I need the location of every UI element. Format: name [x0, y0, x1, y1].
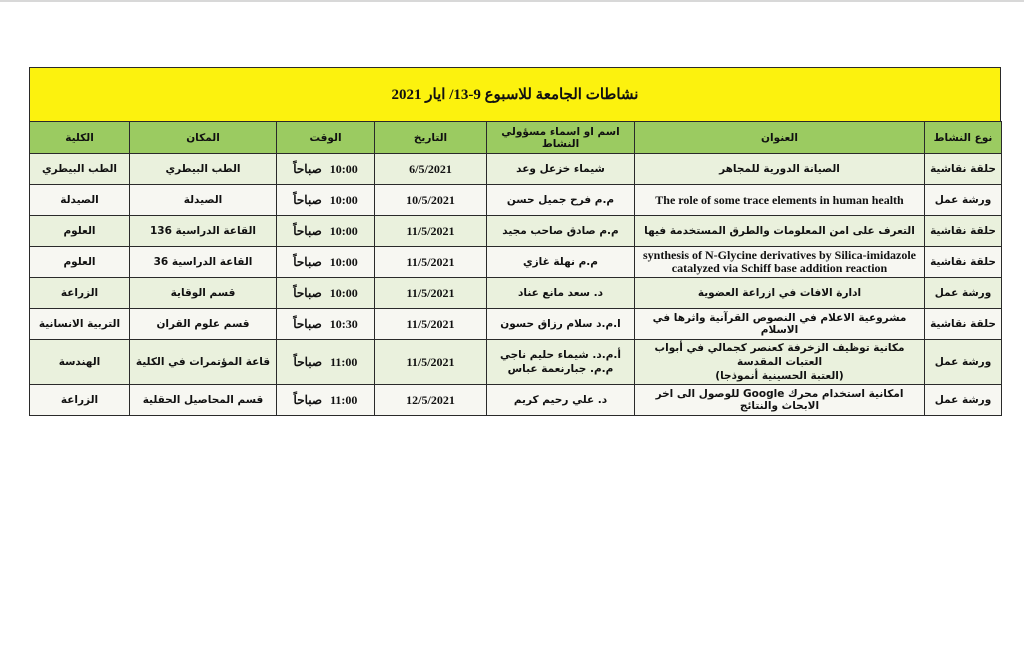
cell-time	[277, 247, 375, 278]
header-row	[30, 122, 1002, 154]
cell-names	[487, 340, 635, 385]
cell-place: الطب البيطري	[130, 154, 277, 185]
cell-names: م.م نهلة غازي	[487, 247, 635, 278]
cell-time	[277, 340, 375, 385]
cell-college: العلوم	[30, 247, 130, 278]
time-ampm: صباحاً	[293, 285, 322, 300]
cell-names: م.م فرح جميل حسن	[487, 185, 635, 216]
time-value: 10:00	[329, 192, 358, 207]
table-row	[30, 278, 1002, 309]
cell-place: قسم علوم القران	[130, 309, 277, 340]
cell-title: التعرف على امن المعلومات والطرق المستخدمة فيها	[635, 216, 925, 247]
cell-date: 12/5/2021	[375, 385, 487, 416]
table-row	[30, 309, 1002, 340]
cell-title	[635, 340, 925, 385]
cell-title: امكانية استخدام محرك Google للوصول الى اخر الابحاث والنتائج	[635, 385, 925, 416]
cell-date: 11/5/2021	[375, 247, 487, 278]
time-ampm: صباحاً	[293, 316, 322, 331]
header-title: العنوان	[635, 122, 925, 154]
cell-title-line-1: مكانية توظيف الزخرفة كعنصر كجمالي في أبواب العتبات المقدسة	[654, 342, 905, 368]
cell-title-line-2: (العتبة الحسينية أنموذجا)	[715, 370, 844, 382]
cell-names-line-1: أ.م.د. شيماء حليم ناجي	[499, 349, 622, 361]
cell-time	[277, 309, 375, 340]
cell-title: The role of some trace elements in human health	[635, 185, 925, 216]
cell-place: قسم المحاصيل الحقلية	[130, 385, 277, 416]
time-ampm: صباحاً	[293, 161, 322, 176]
header-type: نوع النشاط	[925, 122, 1002, 154]
table-row	[30, 340, 1002, 385]
cell-type: حلقة نقاشية	[925, 247, 1002, 278]
cell-time	[277, 185, 375, 216]
time-value: 11:00	[330, 392, 358, 407]
cell-time	[277, 278, 375, 309]
time-value: 10:00	[329, 223, 358, 238]
cell-date: 10/5/2021	[375, 185, 487, 216]
time-ampm: صباحاً	[293, 354, 323, 369]
header-date: التاريخ	[375, 122, 487, 154]
cell-place: القاعة الدراسية 136	[130, 216, 277, 247]
cell-names: د. سعد مانع عناد	[487, 278, 635, 309]
activities-table	[29, 121, 1002, 416]
cell-title: synthesis of N-Glycine derivatives by Silica-imidazole catalyzed via Schiff base addition reaction	[635, 247, 925, 278]
cell-place: الصيدلة	[130, 185, 277, 216]
time-ampm: صباحاً	[293, 392, 323, 407]
cell-time	[277, 154, 375, 185]
time-value: 11:00	[330, 354, 358, 369]
time-ampm: صباحاً	[293, 254, 322, 269]
cell-date: 6/5/2021	[375, 154, 487, 185]
cell-type: ورشة عمل	[925, 340, 1002, 385]
cell-type: ورشة عمل	[925, 185, 1002, 216]
cell-college: الزراعة	[30, 278, 130, 309]
cell-title: الصيانة الدورية للمجاهر	[635, 154, 925, 185]
time-value: 10:30	[329, 316, 358, 331]
cell-names-line-2: م.م. جبارنعمة عباس	[507, 363, 614, 375]
cell-type: حلقة نقاشية	[925, 154, 1002, 185]
cell-type: حلقة نقاشية	[925, 216, 1002, 247]
sheet-title-bar	[29, 67, 1001, 121]
header-place: المكان	[130, 122, 277, 154]
header-names: اسم او اسماء مسؤولي النشاط	[487, 122, 635, 154]
cell-college: الصيدلة	[30, 185, 130, 216]
cell-title: مشروعية الاعلام في النصوص القرآنية واثرها في الاسلام	[635, 309, 925, 340]
cell-place: قسم الوقاية	[130, 278, 277, 309]
cell-type: ورشة عمل	[925, 385, 1002, 416]
cell-names: شيماء خزعل وعد	[487, 154, 635, 185]
cell-names: ا.م.د سلام رزاق حسون	[487, 309, 635, 340]
time-value: 10:00	[329, 161, 358, 176]
table-row	[30, 185, 1002, 216]
cell-college: الزراعة	[30, 385, 130, 416]
cell-date: 11/5/2021	[375, 216, 487, 247]
cell-date: 11/5/2021	[375, 278, 487, 309]
cell-date: 11/5/2021	[375, 340, 487, 385]
time-ampm: صباحاً	[293, 192, 322, 207]
header-college: الكلية	[30, 122, 130, 154]
header-time: الوقت	[277, 122, 375, 154]
cell-college: الهندسة	[30, 340, 130, 385]
cell-time	[277, 216, 375, 247]
top-border-line	[0, 0, 1024, 2]
time-ampm: صباحاً	[293, 223, 322, 238]
cell-title: ادارة الافات في ازراعة العضوية	[635, 278, 925, 309]
table-row	[30, 154, 1002, 185]
sheet-title: نشاطات الجامعة للاسبوع 9-13/ ايار 2021	[391, 87, 639, 103]
cell-type: ورشة عمل	[925, 278, 1002, 309]
cell-college: العلوم	[30, 216, 130, 247]
cell-names: م.م صادق صاحب مجيد	[487, 216, 635, 247]
cell-college: الطب البيطري	[30, 154, 130, 185]
table-row	[30, 385, 1002, 416]
activities-sheet	[29, 67, 1001, 416]
table-row	[30, 247, 1002, 278]
cell-place: قاعة المؤتمرات في الكلية	[130, 340, 277, 385]
cell-college: التربية الانسانية	[30, 309, 130, 340]
cell-date: 11/5/2021	[375, 309, 487, 340]
table-row	[30, 216, 1002, 247]
cell-place: القاعة الدراسية 36	[130, 247, 277, 278]
cell-names: د. علي رحيم كريم	[487, 385, 635, 416]
time-value: 10:00	[329, 254, 358, 269]
cell-time	[277, 385, 375, 416]
time-value: 10:00	[329, 285, 358, 300]
cell-type: حلقة نقاشية	[925, 309, 1002, 340]
